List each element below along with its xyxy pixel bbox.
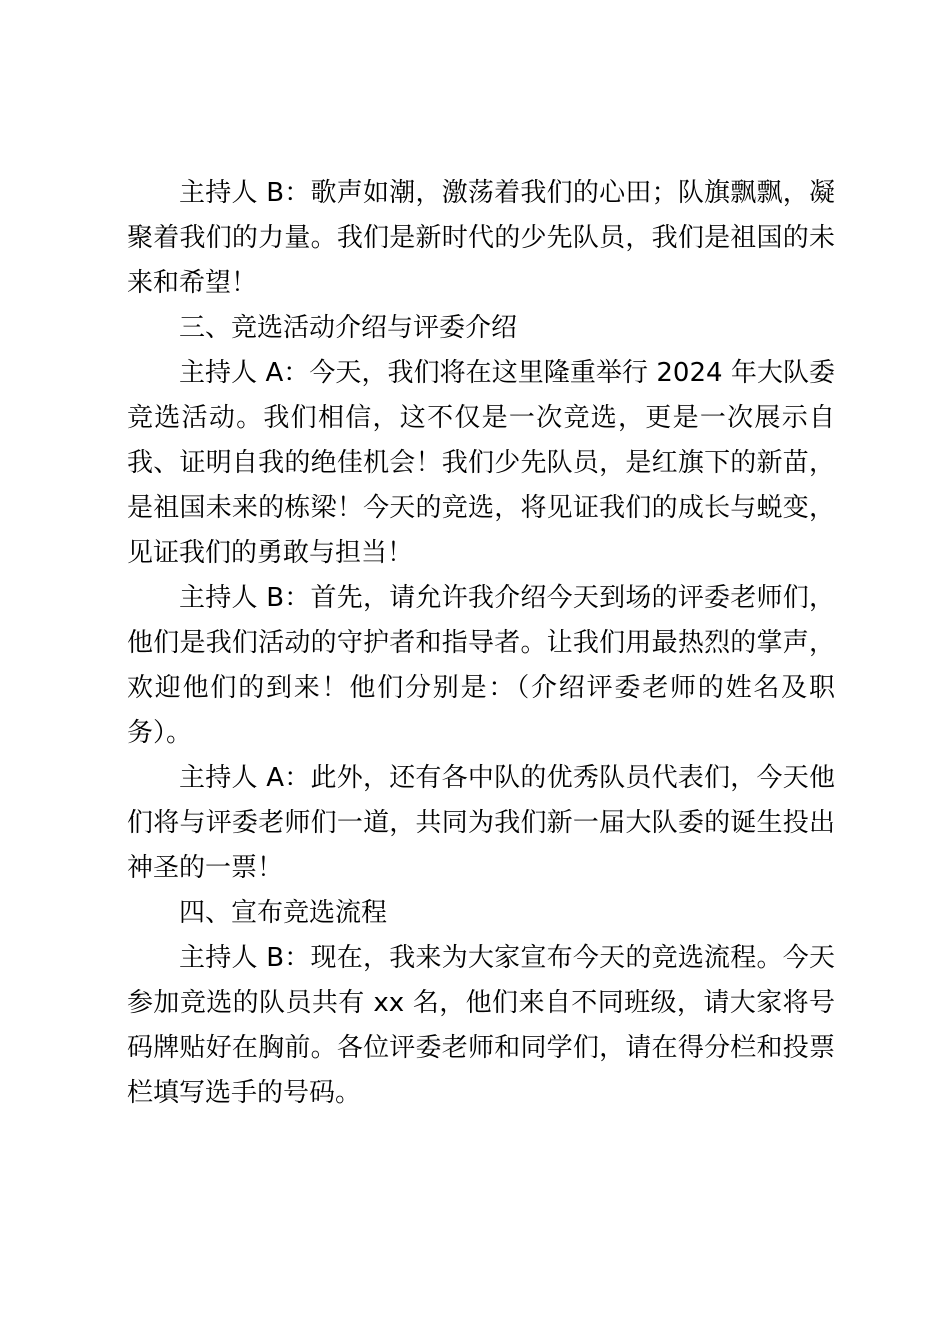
paragraph-host-b-process: 主持人 B：现在，我来为大家宣布今天的竞选流程。今天参加竞选的队员共有 xx 名，他们来自不同班级，请大家将号码牌贴好在胸前。各位评委老师和同学们，请在得分栏和投票栏填写选手的号码。 [127,943,835,1108]
section-heading-3: 三、竞选活动介绍与评委介绍 [179,313,518,343]
document-body [127,171,835,1116]
paragraph-host-b-opening: 主持人 B：歌声如潮，激荡着我们的心田；队旗飘飘，凝聚着我们的力量。我们是新时代的少先队员，我们是祖国的未来和希望！ [127,178,835,298]
section-heading-4: 四、宣布竞选流程 [179,898,388,928]
paragraph-host-b-judges: 主持人 B：首先，请允许我介绍今天到场的评委老师们，他们是我们活动的守护者和指导者。让我们用最热烈的掌声，欢迎他们的到来！他们分别是：（介绍评委老师的姓名及职务）。 [127,583,835,748]
paragraph-host-a-representatives: 主持人 A：此外，还有各中队的优秀队员代表们，今天他们将与评委老师们一道，共同为我们新一届大队委的诞生投出神圣的一票！ [127,763,835,883]
paragraph-host-a-intro: 主持人 A：今天，我们将在这里隆重举行 2024 年大队委竞选活动。我们相信，这不仅是一次竞选，更是一次展示自我、证明自我的绝佳机会！我们少先队员，是红旗下的新苗，是祖国未来的栋梁！今天的竞选，将见证我们的成长与蜕变，见证我们的勇敢与担当！ [127,358,835,568]
